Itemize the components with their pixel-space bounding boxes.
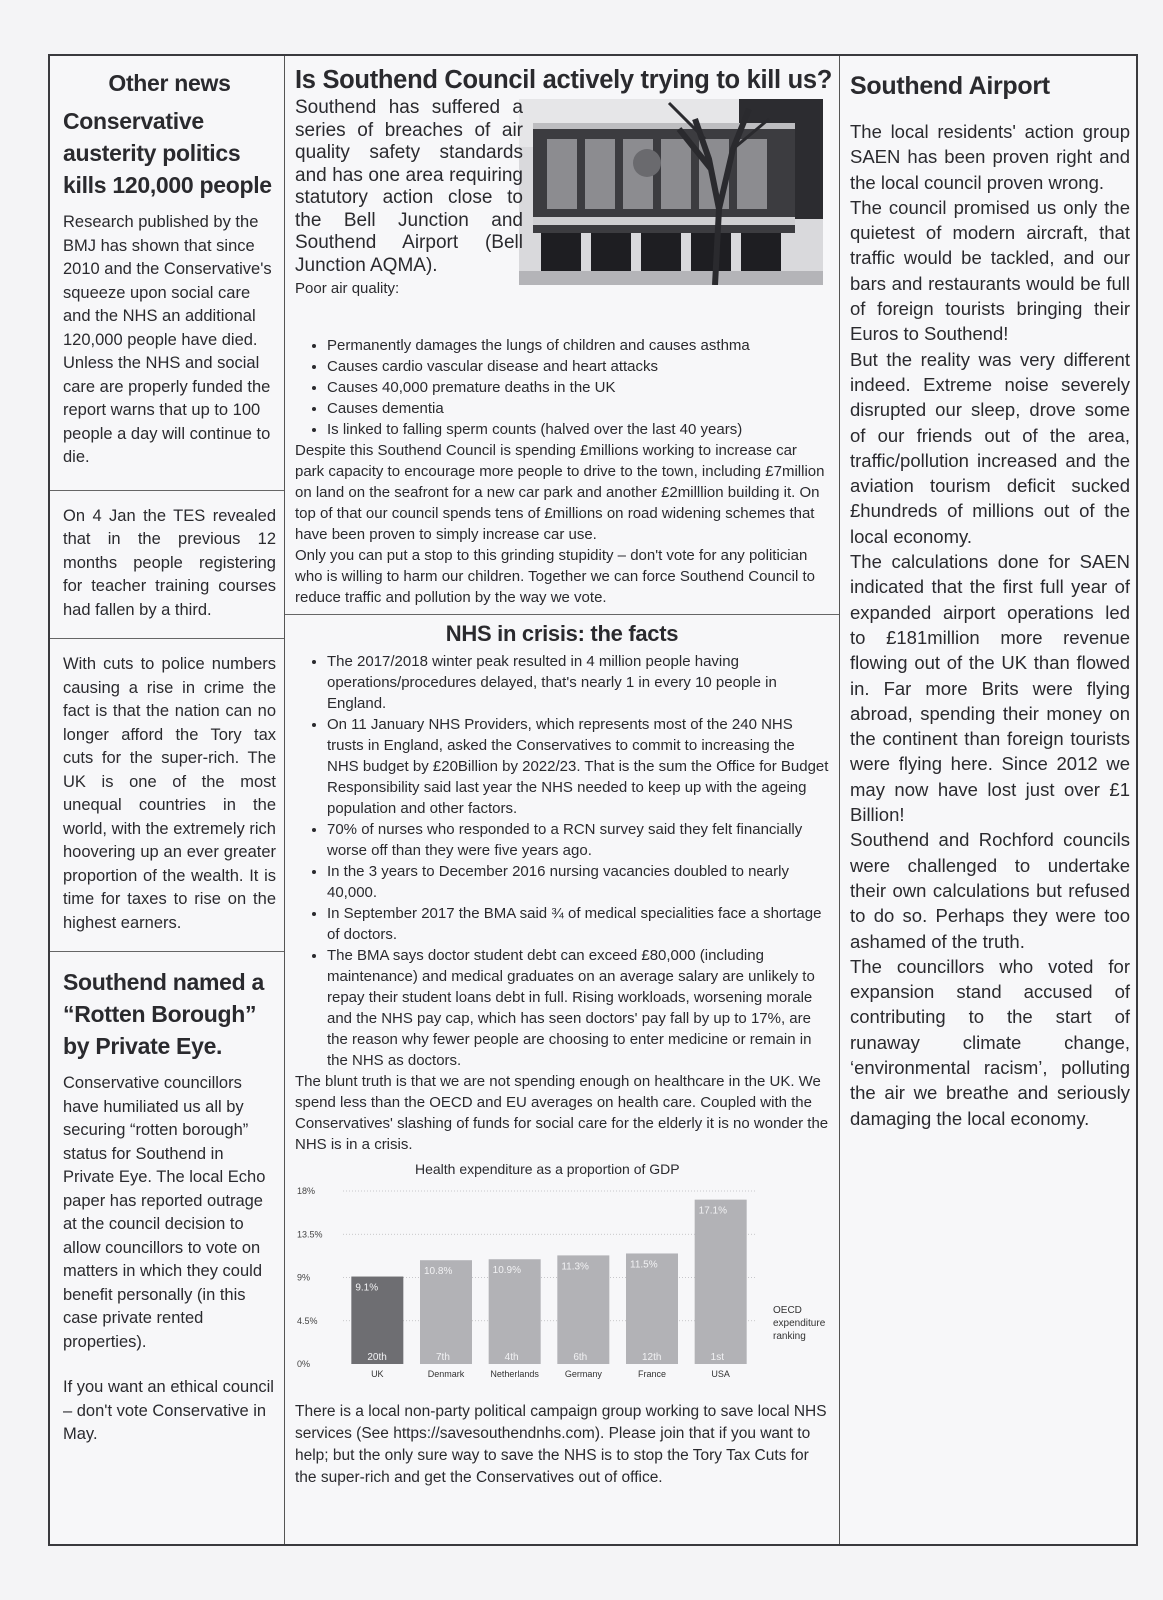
airport-p3: But the reality was very different indeed. Extreme noise severely disrupted our sleep, drove some of our friends out of the area, traffic/pollution increased and the aviation tourism deficit sucked £hundreds of millions out of the local economy.: [850, 348, 1130, 547]
bar-value-label: 10.8%: [424, 1266, 453, 1278]
newsletter-page: [48, 54, 1138, 1546]
rank-legend-label: ranking: [773, 1330, 806, 1342]
airport-p6: The councillors who voted for expansion stand accused of contributing to the start of runaway climate change, ‘environmental racism’, polluting the air we breathe and seriously damaging the local economy.: [850, 955, 1130, 1129]
airport-headline: Southend Airport: [850, 72, 1050, 100]
only-you-paragraph: Only you can put a stop to this grinding stupidity – don't vote for any politician who is willing to harm our children. Together we can force Southend Council to reduce traffic and pollution by the way we vote.: [295, 547, 816, 606]
ethical-council-body: If you want an ethical council – don't vote Conservative in May.: [63, 1378, 274, 1443]
bar-value-label: 9.1%: [355, 1282, 379, 1294]
other-news-heading: Other news: [108, 70, 231, 96]
health-expenditure-chart: [295, 1161, 829, 1401]
rotten-borough-body: Conservative councillors have humiliated us all by securing “rotten borough” status for Southend in Private Eye. The local Echo paper has reported outrage at the council decision to allow councillors to vote on matters in which they could benefit personally (in this case private rented properties).: [63, 1074, 266, 1351]
bar-value-label: 11.3%: [561, 1261, 589, 1273]
intro-block: [295, 95, 829, 335]
main-headline: Is Southend Council actively trying to kill us?: [295, 66, 833, 94]
x-tick-label: Denmark: [427, 1369, 465, 1379]
list-item: • Permanently damages the lungs of children and causes asthma: [327, 335, 829, 356]
bar-rank-label: 7th: [436, 1352, 450, 1363]
intro-paragraph: [295, 97, 523, 301]
austerity-headline: Conservative austerity politics kills 120,000 people: [63, 108, 272, 198]
list-item: • 70% of nurses who responded to a RCN survey said they felt financially worse off than they were five years ago.: [327, 819, 829, 861]
airport-p4: The calculations done for SAEN indicated that the first full year of expanded airport operations led to £181million more revenue flowing out of the UK than flowed in. Far more Brits were flying abroad, spending their money on the continent than foreign tourists were flying here. Since 2012 we may now have lost just over £1 Billion!: [850, 551, 1130, 826]
divider: [50, 951, 284, 952]
rotten-borough-headline: Southend named a “Rotten Borough” by Private Eye.: [63, 969, 264, 1059]
list-item: • Causes 40,000 premature deaths in the UK: [327, 377, 829, 398]
y-tick-label: 0%: [297, 1359, 311, 1369]
nhs-headline: NHS in crisis: the facts: [445, 621, 679, 646]
rank-legend-label: expenditure: [773, 1317, 826, 1329]
austerity-body: Research published by the BMJ has shown that since 2010 and the Conservative's squeeze upon social care and the NHS an additional 120,000 people have died. Unless the NHS and social care are properly funded the report warns that up to 100 people a day will continue to die.: [63, 213, 272, 466]
bar-rank-label: 6th: [573, 1352, 588, 1363]
list-item: • Causes cardio vascular disease and heart attacks: [327, 356, 829, 377]
y-tick-label: 4.5%: [297, 1315, 318, 1326]
x-tick-label: Netherlands: [490, 1369, 539, 1379]
x-tick-label: UK: [371, 1369, 384, 1379]
x-tick-label: USA: [711, 1369, 730, 1379]
bar-rank-label: 1st: [710, 1352, 725, 1363]
x-tick-label: Germany: [564, 1369, 602, 1379]
divider: [285, 614, 839, 615]
bar-rank-label: 20th: [367, 1352, 387, 1363]
divider: [50, 638, 284, 639]
y-tick-label: 18%: [297, 1186, 316, 1196]
despite-paragraph: Despite this Southend Council is spending £millions working to increase car park capacity to encourage more people to drive to the town, including £7million on land on the seafront for a new car park and another £2milllion building it. On top of that our council spends tens of £millions on road widening schemes that have been proven to simply increase car use.: [295, 442, 825, 543]
list-item: • The 2017/2018 winter peak resulted in 4 million people having operations/procedures delayed, that's nearly 1 in every 10 people in England.: [327, 651, 829, 714]
airport-p2: The council promised us only the quietest of modern aircraft, that traffic would be tackled, and our bars and restaurants would be full of foreign tourists bringing their Euros to Southend!: [850, 196, 1130, 345]
blunt-truth-paragraph: The blunt truth is that we are not spending enough on healthcare in the UK. We spend less than the OECD and EU averages on health care. Coupled with the Conservatives' slashing of funds for social care for the elderly it is no wonder the NHS is in a crisis.: [295, 1073, 829, 1153]
police-body: With cuts to police numbers causing a rise in crime the fact is that the nation can no longer afford the Tory tax cuts for the super-rich. The UK is one of the most unequal countries in the world, with the extremely rich hoovering up an ever greater proportion of the wealth. It is time for taxes to rise on the highest earners.: [63, 655, 276, 932]
bar-value-label: 10.9%: [492, 1265, 522, 1277]
chart-title: Health expenditure as a proportion of GDP: [415, 1161, 680, 1177]
air-quality-list: [295, 335, 829, 440]
intro-text: Southend has suffered a series of breaches of air quality safety standards and has one area requiring statutory action close to the Bell Junction and Southend Airport (Bell Junction AQMA).: [295, 97, 523, 276]
list-item: • Is linked to falling sperm counts (halved over the last 40 years): [327, 419, 829, 440]
chart-svg: [295, 1181, 830, 1401]
list-item: • In the 3 years to December 2016 nursing vacancies doubled to nearly 40,000.: [327, 861, 829, 903]
rank-legend-label: OECD: [773, 1304, 802, 1316]
bar-value-label: 17.1%: [698, 1205, 728, 1217]
bar-value-label: 11.5%: [630, 1259, 658, 1271]
middle-column: [285, 56, 840, 1544]
list-item: • The BMA says doctor student debt can exceed £80,000 (including maintenance) and medical graduates on an average salary are unlikely to repay their student loans debt in full. Rising workloads, worsening morale and the NHS pay cap, which has seen doctors' pay fall by up to 17%, are the reason why fewer people are choosing to enter medicine or remain in the NHS as doctors.: [327, 945, 829, 1071]
left-column: [50, 56, 285, 1544]
council-building-photo: [519, 99, 823, 285]
airport-p1: The local residents' action group SAEN has been proven right and the local council proven wrong.: [850, 121, 1130, 193]
bar-rank-label: 4th: [504, 1352, 519, 1363]
divider: [50, 490, 284, 491]
poor-air-label: Poor air quality:: [295, 280, 400, 297]
y-tick-label: 13.5%: [297, 1229, 323, 1240]
airport-p5: Southend and Rochford councils were challenged to undertake their own calculations but refused to do so. Perhaps they were too ashamed of the truth.: [850, 829, 1130, 952]
x-tick-label: France: [637, 1369, 667, 1379]
campaign-paragraph: There is a local non-party political campaign group working to save local NHS services (See https://savesouthendnhs.com). Please join that if you want to help; but the only sure way to save the NHS is to stop the Tory Tax Cuts for the super-rich and get the Conservatives out of office.: [295, 1403, 827, 1486]
list-item: • On 11 January NHS Providers, which represents most of the 240 NHS trusts in England, asked the Conservatives to commit to increasing the NHS budget by £20Billion by 2022/23. That is the sum the Office for Budget Responsibility said last year the NHS needed to keep up with the ageing population and other factors.: [327, 714, 829, 819]
right-column: [840, 56, 1138, 1544]
nhs-facts-list: [295, 651, 829, 1071]
tes-body: On 4 Jan the TES revealed that in the previous 12 months people registering for teacher training courses had fallen by a third.: [63, 506, 276, 619]
bar-rank-label: 12th: [642, 1352, 662, 1363]
chart-bar: [695, 1200, 747, 1364]
y-tick-label: 9%: [297, 1272, 311, 1283]
list-item: • In September 2017 the BMA said ¾ of medical specialities face a shortage of doctors.: [327, 903, 829, 945]
list-item: • Causes dementia: [327, 398, 829, 419]
